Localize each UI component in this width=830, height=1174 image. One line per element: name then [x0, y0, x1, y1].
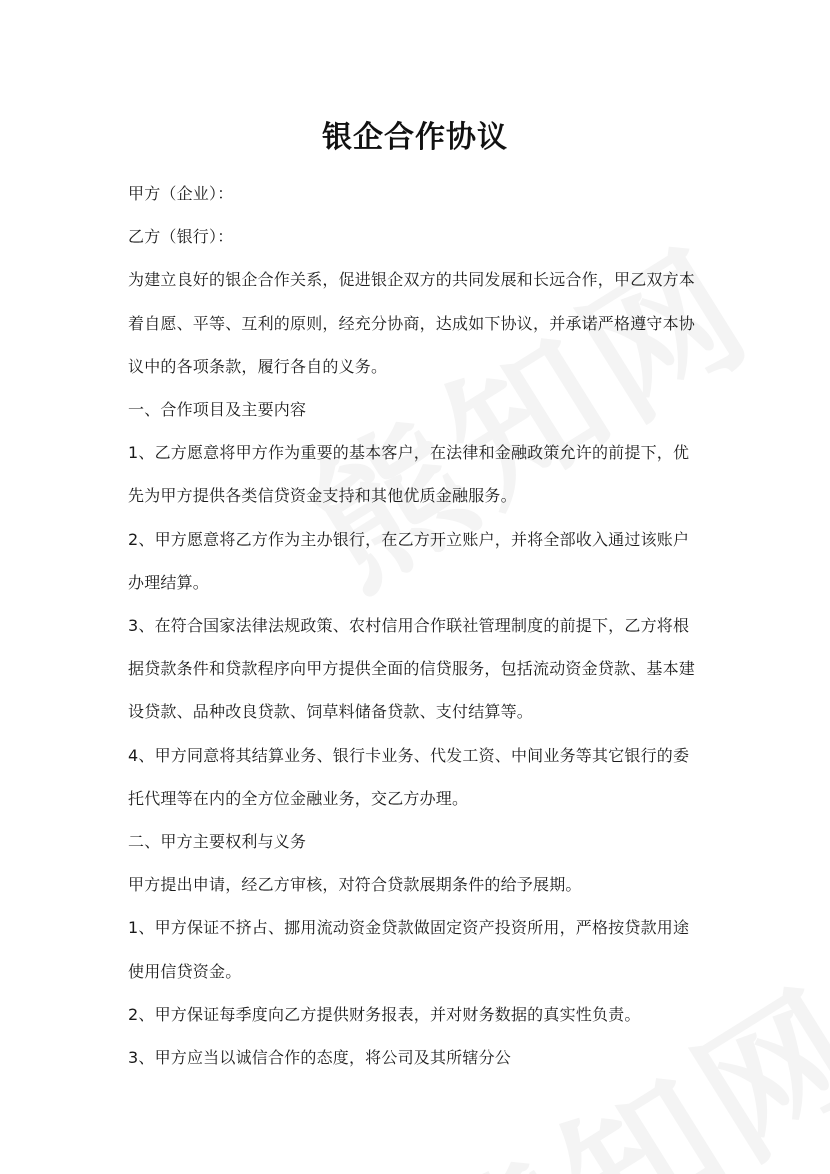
clause-1-2-line-2: 办理结算。 [128, 572, 210, 592]
preamble-line-3: 议中的各项条款，履行各自的义务。 [128, 356, 388, 376]
clause-1-3-line-1: 3、在符合国家法律法规政策、农村信用合作联社管理制度的前提下，乙方将根 [128, 616, 690, 636]
clause-1-1-line-1: 1、乙方愿意将甲方作为重要的基本客户，在法律和金融政策允许的前提下，优 [128, 443, 690, 463]
clause-1-1-line-2: 先为甲方提供各类信贷资金支持和其他优质金融服务。 [128, 486, 517, 506]
clause-1-3-line-2: 据贷款条件和贷款程序向甲方提供全面的信贷服务，包括流动资金贷款、基本建 [128, 659, 696, 679]
clause-2-1-line-2: 使用信贷资金。 [128, 961, 242, 981]
section-2-intro: 甲方提出申请，经乙方审核，对符合贷款展期条件的给予展期。 [128, 875, 582, 895]
clause-1-4-line-1: 4、甲方同意将其结算业务、银行卡业务、代发工资、中间业务等其它银行的委 [128, 745, 690, 765]
clause-2-3: 3、甲方应当以诚信合作的态度，将公司及其所辖分公 [128, 1048, 511, 1068]
clause-2-1-line-1: 1、甲方保证不挤占、挪用流动资金贷款做固定资产投资所用，严格按贷款用途 [128, 918, 690, 938]
party-a-line: 甲方（企业）： [128, 184, 234, 203]
party-b-line: 乙方（银行）： [128, 227, 234, 247]
section-heading-1: 一、合作项目及主要内容 [128, 400, 307, 420]
clause-1-3-line-3: 设贷款、品种改良贷款、饲草料储备贷款、支付结算等。 [128, 702, 534, 722]
preamble-line-1: 为建立良好的银企合作关系，促进银企双方的共同发展和长远合作，甲乙双方本 [128, 270, 696, 290]
clause-1-2-line-1: 2、甲方愿意将乙方作为主办银行，在乙方开立账户，并将全部收入通过该账户 [128, 529, 690, 549]
preamble-line-2: 着自愿、平等、互利的原则，经充分协商，达成如下协议，并承诺严格遵守本协 [128, 313, 696, 333]
document-body [128, 172, 718, 1079]
clause-1-4-line-2: 托代理等在内的全方位金融业务，交乙方办理。 [128, 788, 469, 808]
section-heading-2: 二、甲方主要权利与义务 [128, 832, 307, 852]
document-title: 银企合作协议 [322, 120, 508, 155]
clause-2-2: 2、甲方保证每季度向乙方提供财务报表，并对财务数据的真实性负责。 [128, 1004, 641, 1024]
